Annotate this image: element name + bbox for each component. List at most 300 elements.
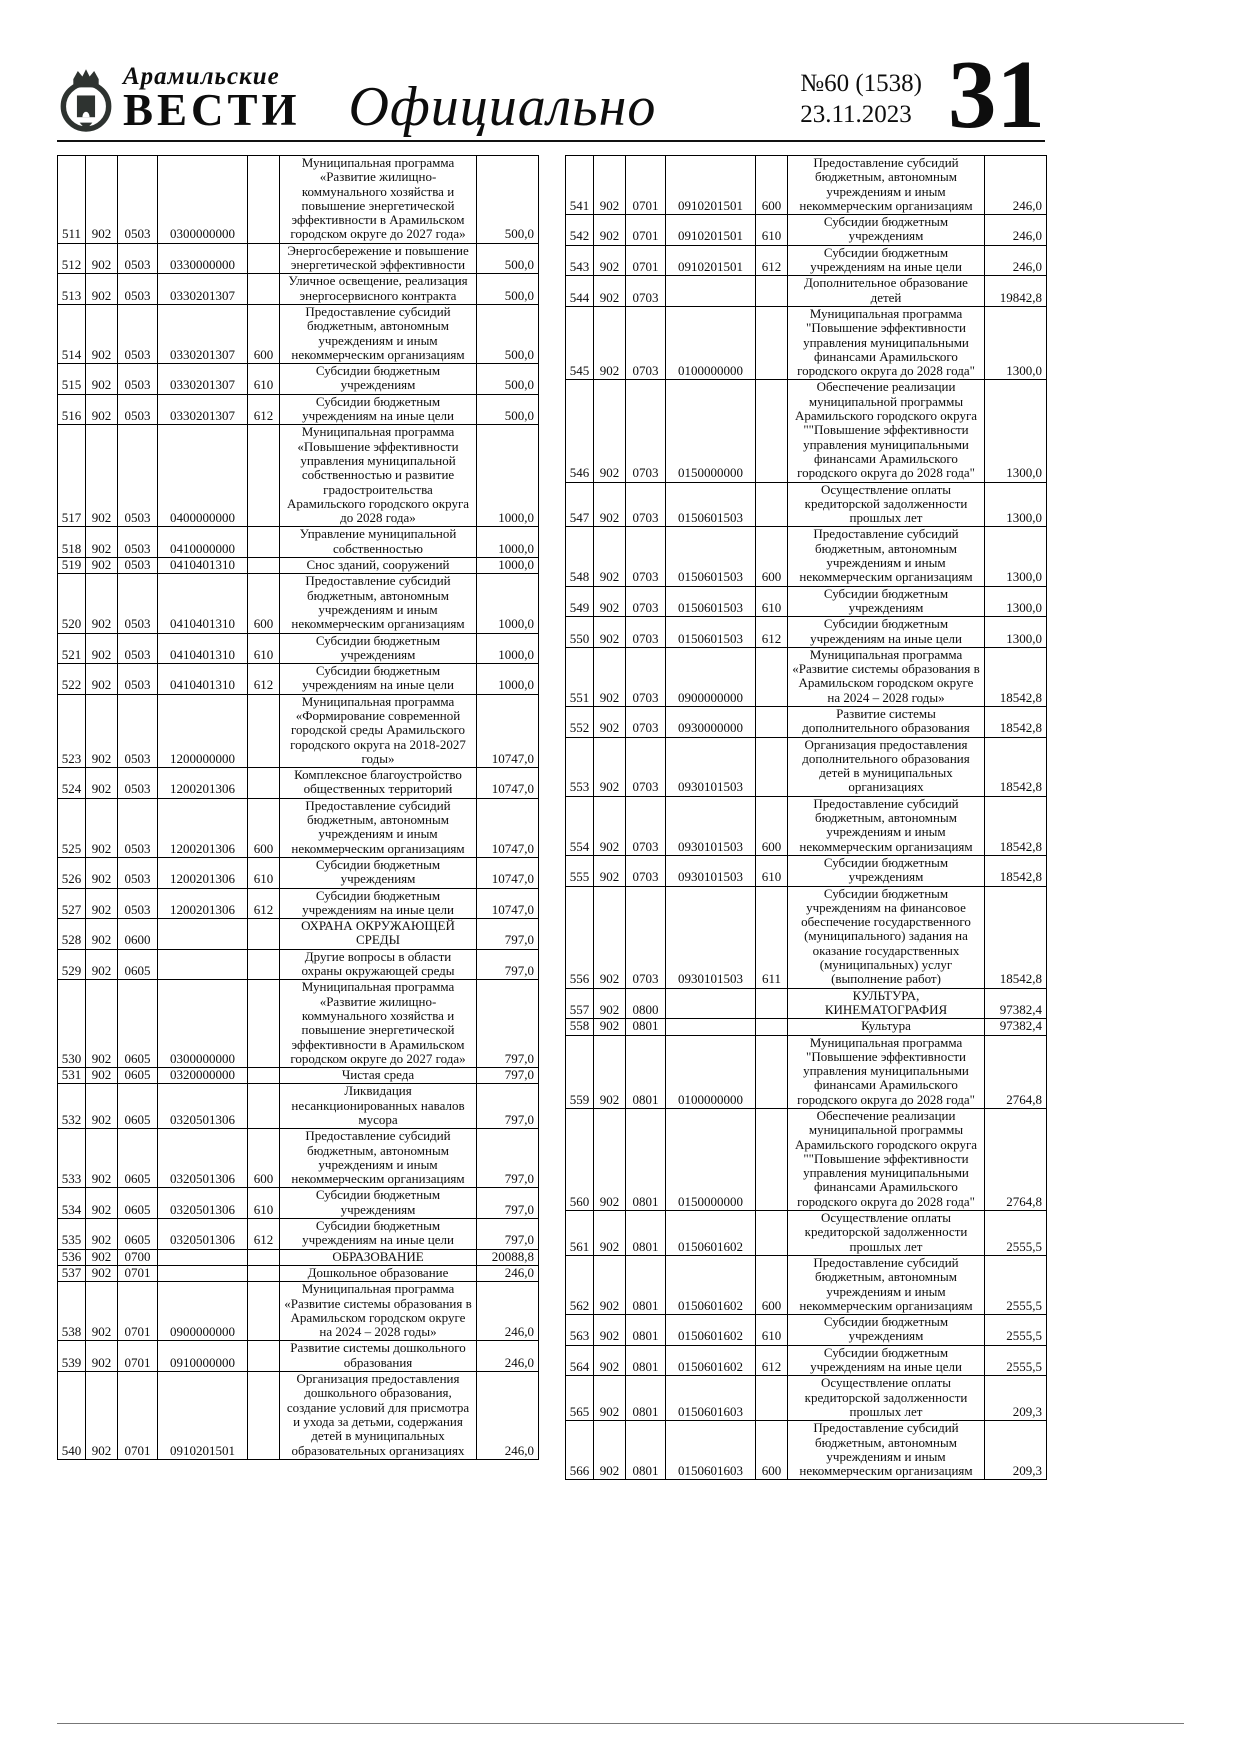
name-cell: Субсидии бюджетным учреждениям на иные цели — [280, 888, 477, 919]
amount-cell: 97382,4 — [985, 1019, 1047, 1035]
row-number-cell: 514 — [58, 304, 86, 363]
section-code-cell: 0801 — [626, 1255, 666, 1314]
row-number-cell: 522 — [58, 664, 86, 695]
section-code-cell: 0703 — [626, 886, 666, 988]
target-code-cell: 1200201306 — [158, 798, 248, 857]
row-number-cell: 533 — [58, 1129, 86, 1188]
page-header — [57, 0, 1045, 149]
table-row — [566, 276, 1047, 307]
adm-code-cell: 902 — [594, 1421, 626, 1480]
name-cell: Субсидии бюджетным учреждениям — [788, 855, 985, 886]
section-code-cell: 0703 — [626, 527, 666, 586]
table-row — [566, 1315, 1047, 1346]
row-number-cell: 512 — [58, 243, 86, 274]
expense-type-cell: 610 — [248, 857, 280, 888]
name-cell: Предоставление субсидий бюджетным, автономным учреждениям и иным некоммерческим организациям — [280, 304, 477, 363]
expense-type-cell: 600 — [756, 156, 788, 215]
table-row — [566, 245, 1047, 276]
section-code-cell: 0503 — [118, 364, 158, 395]
expense-type-cell: 610 — [248, 1188, 280, 1219]
adm-code-cell: 902 — [86, 574, 118, 633]
amount-cell: 246,0 — [985, 215, 1047, 246]
name-cell: Чистая среда — [280, 1068, 477, 1084]
adm-code-cell: 902 — [594, 586, 626, 617]
adm-code-cell: 902 — [594, 706, 626, 737]
target-code-cell: 1200201306 — [158, 888, 248, 919]
adm-code-cell: 902 — [594, 156, 626, 215]
section-code-cell: 0801 — [626, 1035, 666, 1108]
row-number-cell: 563 — [566, 1315, 594, 1346]
table-row — [58, 798, 539, 857]
expense-type-cell: 612 — [756, 245, 788, 276]
row-number-cell: 552 — [566, 706, 594, 737]
budget-tables — [57, 155, 1045, 1480]
amount-cell: 246,0 — [477, 1265, 539, 1281]
target-code-cell: 0410401310 — [158, 633, 248, 664]
adm-code-cell: 902 — [86, 633, 118, 664]
table-row — [58, 1219, 539, 1250]
amount-cell: 246,0 — [985, 156, 1047, 215]
name-cell: Субсидии бюджетным учреждениям — [280, 857, 477, 888]
amount-cell: 2555,5 — [985, 1211, 1047, 1256]
expense-type-cell: 610 — [756, 1315, 788, 1346]
row-number-cell: 553 — [566, 737, 594, 796]
target-code-cell: 0900000000 — [666, 647, 756, 706]
expense-type-cell — [756, 706, 788, 737]
name-cell: ОБРАЗОВАНИЕ — [280, 1249, 477, 1265]
section-code-cell: 0605 — [118, 980, 158, 1068]
adm-code-cell: 902 — [86, 558, 118, 574]
target-code-cell: 0910201501 — [158, 1372, 248, 1460]
row-number-cell: 518 — [58, 527, 86, 558]
name-cell: Дошкольное образование — [280, 1265, 477, 1281]
row-number-cell: 521 — [58, 633, 86, 664]
table-row — [566, 1211, 1047, 1256]
table-row — [566, 1109, 1047, 1211]
section-code-cell: 0503 — [118, 304, 158, 363]
row-number-cell: 529 — [58, 949, 86, 980]
row-number-cell: 555 — [566, 855, 594, 886]
adm-code-cell: 902 — [594, 1211, 626, 1256]
section-code-cell: 0503 — [118, 633, 158, 664]
amount-cell: 246,0 — [477, 1372, 539, 1460]
section-code-cell: 0503 — [118, 243, 158, 274]
table-row — [566, 796, 1047, 855]
adm-code-cell: 902 — [86, 888, 118, 919]
name-cell: Предоставление субсидий бюджетным, автономным учреждениям и иным некоммерческим организациям — [788, 156, 985, 215]
row-number-cell: 519 — [58, 558, 86, 574]
adm-code-cell: 902 — [594, 1035, 626, 1108]
emblem-icon — [57, 68, 115, 132]
section-code-cell: 0503 — [118, 394, 158, 425]
name-cell: Муниципальная программа "Повышение эффективности управления муниципальными финансами Арамильского городского округа до 2028 года" — [788, 1035, 985, 1108]
target-code-cell: 0910201501 — [666, 156, 756, 215]
adm-code-cell: 902 — [86, 243, 118, 274]
expense-type-cell — [248, 1249, 280, 1265]
row-number-cell: 520 — [58, 574, 86, 633]
expense-type-cell — [248, 1084, 280, 1129]
section-code-cell: 0703 — [626, 737, 666, 796]
row-number-cell: 532 — [58, 1084, 86, 1129]
name-cell: Предоставление субсидий бюджетным, автономным учреждениям и иным некоммерческим организациям — [280, 574, 477, 633]
amount-cell: 10747,0 — [477, 888, 539, 919]
target-code-cell: 1200201306 — [158, 857, 248, 888]
adm-code-cell: 902 — [594, 617, 626, 648]
expense-type-cell: 612 — [756, 1345, 788, 1376]
name-cell: Муниципальная программа «Развитие жилищно-коммунального хозяйства и повышение энергетической эффективности в Арамильском городском округе до 2027 года» — [280, 980, 477, 1068]
adm-code-cell: 902 — [594, 1345, 626, 1376]
section-code-cell: 0703 — [626, 706, 666, 737]
adm-code-cell: 902 — [86, 1084, 118, 1129]
adm-code-cell: 902 — [594, 245, 626, 276]
name-cell: Предоставление субсидий бюджетным, автономным учреждениям и иным некоммерческим организациям — [788, 1255, 985, 1314]
adm-code-cell: 902 — [594, 1376, 626, 1421]
section-code-cell: 0801 — [626, 1345, 666, 1376]
adm-code-cell: 902 — [86, 1068, 118, 1084]
section-code-cell: 0600 — [118, 919, 158, 950]
amount-cell: 1300,0 — [985, 617, 1047, 648]
name-cell: Субсидии бюджетным учреждениям на иные цели — [280, 1219, 477, 1250]
expense-type-cell — [248, 694, 280, 767]
newspaper-logo — [57, 63, 301, 136]
table-row — [58, 1265, 539, 1281]
row-number-cell: 562 — [566, 1255, 594, 1314]
table-row — [566, 1376, 1047, 1421]
amount-cell: 246,0 — [477, 1341, 539, 1372]
table-row — [58, 274, 539, 305]
adm-code-cell: 902 — [86, 425, 118, 527]
section-code-cell: 0701 — [626, 215, 666, 246]
row-number-cell: 513 — [58, 274, 86, 305]
name-cell: ОХРАНА ОКРУЖАЮЩЕЙ СРЕДЫ — [280, 919, 477, 950]
budget-table-right — [565, 155, 1047, 1480]
row-number-cell: 542 — [566, 215, 594, 246]
section-code-cell: 0703 — [626, 276, 666, 307]
section-code-cell: 0503 — [118, 857, 158, 888]
row-number-cell: 531 — [58, 1068, 86, 1084]
issue-number: №60 (1538) — [800, 69, 922, 97]
target-code-cell: 0910201501 — [666, 215, 756, 246]
amount-cell: 500,0 — [477, 274, 539, 305]
table-row — [58, 1341, 539, 1372]
section-code-cell: 0605 — [118, 1084, 158, 1129]
row-number-cell: 515 — [58, 364, 86, 395]
expense-type-cell: 610 — [756, 855, 788, 886]
adm-code-cell: 902 — [86, 1265, 118, 1281]
target-code-cell: 0100000000 — [666, 1035, 756, 1108]
expense-type-cell — [248, 949, 280, 980]
row-number-cell: 530 — [58, 980, 86, 1068]
adm-code-cell: 902 — [86, 394, 118, 425]
name-cell: Обеспечение реализации муниципальной программы Арамильского городского округа ""Повышение эффективности управления муниципальными финансами Арамильского городского округа до 2028 года" — [788, 380, 985, 482]
adm-code-cell: 902 — [86, 1188, 118, 1219]
amount-cell: 10747,0 — [477, 798, 539, 857]
adm-code-cell: 902 — [86, 798, 118, 857]
section-code-cell: 0801 — [626, 1211, 666, 1256]
name-cell: Предоставление субсидий бюджетным, автономным учреждениям и иным некоммерческим организациям — [788, 527, 985, 586]
adm-code-cell: 902 — [594, 215, 626, 246]
adm-code-cell: 902 — [86, 949, 118, 980]
target-code-cell: 0930101503 — [666, 855, 756, 886]
adm-code-cell: 902 — [594, 737, 626, 796]
adm-code-cell: 902 — [86, 694, 118, 767]
target-code-cell: 0400000000 — [158, 425, 248, 527]
row-number-cell: 526 — [58, 857, 86, 888]
section-code-cell: 0605 — [118, 1219, 158, 1250]
row-number-cell: 516 — [58, 394, 86, 425]
target-code-cell: 0910201501 — [666, 245, 756, 276]
target-code-cell: 0150601602 — [666, 1315, 756, 1346]
target-code-cell: 0150601503 — [666, 527, 756, 586]
table-row — [566, 306, 1047, 379]
adm-code-cell: 902 — [594, 1315, 626, 1346]
amount-cell: 209,3 — [985, 1376, 1047, 1421]
name-cell: Муниципальная программа «Формирование современной городской среды Арамильского городского округа на 2018-2027 годы» — [280, 694, 477, 767]
table-row — [58, 949, 539, 980]
table-row — [58, 364, 539, 395]
amount-cell: 500,0 — [477, 304, 539, 363]
row-number-cell: 550 — [566, 617, 594, 648]
expense-type-cell: 600 — [756, 1421, 788, 1480]
section-code-cell: 0503 — [118, 798, 158, 857]
amount-cell: 500,0 — [477, 364, 539, 395]
target-code-cell: 0320501306 — [158, 1129, 248, 1188]
expense-type-cell — [756, 276, 788, 307]
amount-cell: 10747,0 — [477, 857, 539, 888]
budget-table-left — [57, 155, 539, 1460]
name-cell: Осуществление оплаты кредиторской задолженности прошлых лет — [788, 1376, 985, 1421]
name-cell: Муниципальная программа "Повышение эффективности управления муниципальными финансами Арамильского городского округа до 2028 года" — [788, 306, 985, 379]
target-code-cell — [158, 1249, 248, 1265]
row-number-cell: 543 — [566, 245, 594, 276]
name-cell: Муниципальная программа «Развитие жилищно-коммунального хозяйства и повышение энергетической эффективности в Арамильском городском округе до 2027 года» — [280, 156, 477, 244]
expense-type-cell — [248, 1265, 280, 1281]
amount-cell: 1300,0 — [985, 482, 1047, 527]
name-cell: Культура — [788, 1019, 985, 1035]
section-code-cell: 0605 — [118, 1129, 158, 1188]
section-code-cell: 0700 — [118, 1249, 158, 1265]
amount-cell: 246,0 — [477, 1282, 539, 1341]
adm-code-cell: 902 — [86, 664, 118, 695]
name-cell: Субсидии бюджетным учреждениям на финансовое обеспечение государственного (муниципального) задания на оказание государственных (муниципальных) услуг (выполнение работ) — [788, 886, 985, 988]
row-number-cell: 540 — [58, 1372, 86, 1460]
table-row — [566, 737, 1047, 796]
section-code-cell: 0701 — [118, 1341, 158, 1372]
amount-cell: 797,0 — [477, 919, 539, 950]
table-row — [58, 633, 539, 664]
amount-cell: 246,0 — [985, 245, 1047, 276]
expense-type-cell — [248, 425, 280, 527]
row-number-cell: 558 — [566, 1019, 594, 1035]
brand-top-label: Арамильские — [123, 63, 280, 91]
section-code-cell: 0800 — [626, 988, 666, 1019]
table-row — [566, 886, 1047, 988]
adm-code-cell: 902 — [594, 527, 626, 586]
adm-code-cell: 902 — [86, 364, 118, 395]
name-cell: Обеспечение реализации муниципальной программы Арамильского городского округа ""Повышение эффективности управления муниципальными финансами Арамильского городского округа до 2028 года" — [788, 1109, 985, 1211]
target-code-cell: 0320501306 — [158, 1219, 248, 1250]
row-number-cell: 549 — [566, 586, 594, 617]
target-code-cell: 1200000000 — [158, 694, 248, 767]
adm-code-cell: 902 — [86, 1282, 118, 1341]
row-number-cell: 539 — [58, 1341, 86, 1372]
adm-code-cell: 902 — [86, 156, 118, 244]
table-row — [58, 574, 539, 633]
target-code-cell: 0150000000 — [666, 1109, 756, 1211]
name-cell: Дополнительное образование детей — [788, 276, 985, 307]
target-code-cell: 0330201307 — [158, 394, 248, 425]
adm-code-cell: 902 — [86, 1249, 118, 1265]
adm-code-cell: 902 — [594, 1255, 626, 1314]
amount-cell: 500,0 — [477, 156, 539, 244]
adm-code-cell: 902 — [86, 527, 118, 558]
adm-code-cell: 902 — [594, 276, 626, 307]
section-code-cell: 0703 — [626, 855, 666, 886]
target-code-cell: 0910000000 — [158, 1341, 248, 1372]
table-row — [58, 980, 539, 1068]
amount-cell: 1000,0 — [477, 558, 539, 574]
amount-cell: 20088,8 — [477, 1249, 539, 1265]
table-row — [566, 215, 1047, 246]
target-code-cell — [666, 1019, 756, 1035]
expense-type-cell: 612 — [248, 1219, 280, 1250]
target-code-cell: 0330201307 — [158, 274, 248, 305]
row-number-cell: 557 — [566, 988, 594, 1019]
target-code-cell: 0150601503 — [666, 482, 756, 527]
target-code-cell: 0300000000 — [158, 156, 248, 244]
amount-cell: 2764,8 — [985, 1109, 1047, 1211]
row-number-cell: 559 — [566, 1035, 594, 1108]
section-code-cell: 0801 — [626, 1109, 666, 1211]
expense-type-cell — [248, 1341, 280, 1372]
row-number-cell: 536 — [58, 1249, 86, 1265]
amount-cell: 10747,0 — [477, 768, 539, 799]
expense-type-cell — [248, 1372, 280, 1460]
expense-type-cell — [248, 558, 280, 574]
target-code-cell: 0320501306 — [158, 1188, 248, 1219]
adm-code-cell: 902 — [86, 1372, 118, 1460]
page-number: 31 — [948, 41, 1045, 149]
expense-type-cell — [756, 737, 788, 796]
target-code-cell: 0330201307 — [158, 304, 248, 363]
adm-code-cell: 902 — [86, 1219, 118, 1250]
row-number-cell: 554 — [566, 796, 594, 855]
adm-code-cell: 902 — [86, 980, 118, 1068]
expense-type-cell: 610 — [756, 215, 788, 246]
section-code-cell: 0703 — [626, 617, 666, 648]
section-code-cell: 0703 — [626, 586, 666, 617]
target-code-cell: 1200201306 — [158, 768, 248, 799]
name-cell: Энергосбережение и повышение энергетической эффективности — [280, 243, 477, 274]
target-code-cell — [158, 1265, 248, 1281]
section-code-cell: 0503 — [118, 888, 158, 919]
expense-type-cell: 610 — [248, 633, 280, 664]
section-title: Официально — [348, 75, 657, 138]
row-number-cell: 527 — [58, 888, 86, 919]
section-code-cell: 0701 — [118, 1282, 158, 1341]
section-code-cell: 0503 — [118, 558, 158, 574]
expense-type-cell: 612 — [248, 888, 280, 919]
expense-type-cell: 600 — [248, 574, 280, 633]
name-cell: Субсидии бюджетным учреждениям — [280, 633, 477, 664]
section-code-cell: 0503 — [118, 527, 158, 558]
table-row — [566, 380, 1047, 482]
expense-type-cell: 600 — [248, 304, 280, 363]
row-number-cell: 535 — [58, 1219, 86, 1250]
name-cell: Снос зданий, сооружений — [280, 558, 477, 574]
expense-type-cell — [248, 980, 280, 1068]
expense-type-cell: 612 — [248, 664, 280, 695]
name-cell: Субсидии бюджетным учреждениям на иные цели — [788, 1345, 985, 1376]
target-code-cell: 0410000000 — [158, 527, 248, 558]
adm-code-cell: 902 — [86, 1341, 118, 1372]
expense-type-cell — [248, 1282, 280, 1341]
amount-cell: 18542,8 — [985, 706, 1047, 737]
table-row — [566, 1019, 1047, 1035]
name-cell: Ликвидация несанкционированных навалов мусора — [280, 1084, 477, 1129]
issue-block — [800, 68, 922, 133]
target-code-cell — [666, 988, 756, 1019]
amount-cell: 500,0 — [477, 394, 539, 425]
adm-code-cell: 902 — [594, 988, 626, 1019]
row-number-cell: 560 — [566, 1109, 594, 1211]
row-number-cell: 545 — [566, 306, 594, 379]
name-cell: Организация предоставления дошкольного образования, создание условий для присмотра и ухода за детьми, содержания детей в муниципальных образовательных организациях — [280, 1372, 477, 1460]
adm-code-cell: 902 — [594, 306, 626, 379]
brand-text — [123, 63, 301, 136]
adm-code-cell: 902 — [594, 647, 626, 706]
amount-cell: 18542,8 — [985, 647, 1047, 706]
footer-divider — [57, 1723, 1184, 1724]
expense-type-cell — [248, 243, 280, 274]
target-code-cell: 0150601602 — [666, 1345, 756, 1376]
name-cell: Субсидии бюджетным учреждениям на иные цели — [788, 245, 985, 276]
table-row — [58, 664, 539, 695]
row-number-cell: 561 — [566, 1211, 594, 1256]
target-code-cell: 0320501306 — [158, 1084, 248, 1129]
brand-bottom-label: ВЕСТИ — [123, 85, 301, 136]
name-cell: Субсидии бюджетным учреждениям — [788, 215, 985, 246]
amount-cell: 2555,5 — [985, 1315, 1047, 1346]
section-code-cell: 0703 — [626, 380, 666, 482]
name-cell: Организация предоставления дополнительного образования детей в муниципальных организациях — [788, 737, 985, 796]
table-row — [58, 1249, 539, 1265]
amount-cell: 2555,5 — [985, 1255, 1047, 1314]
target-code-cell: 0150601603 — [666, 1421, 756, 1480]
expense-type-cell — [248, 768, 280, 799]
adm-code-cell: 902 — [86, 1129, 118, 1188]
expense-type-cell — [248, 919, 280, 950]
expense-type-cell: 600 — [756, 796, 788, 855]
expense-type-cell — [248, 527, 280, 558]
target-code-cell — [158, 949, 248, 980]
row-number-cell: 517 — [58, 425, 86, 527]
target-code-cell: 0930000000 — [666, 706, 756, 737]
amount-cell: 1300,0 — [985, 527, 1047, 586]
name-cell: Муниципальная программа «Повышение эффективности управления муниципальной собственностью и развитие градостроительства Арамильского городского округа до 2028 года» — [280, 425, 477, 527]
table-row — [58, 394, 539, 425]
section-code-cell: 0503 — [118, 664, 158, 695]
amount-cell: 797,0 — [477, 1084, 539, 1129]
amount-cell: 797,0 — [477, 949, 539, 980]
target-code-cell: 0150601602 — [666, 1211, 756, 1256]
section-code-cell: 0801 — [626, 1421, 666, 1480]
name-cell: Муниципальная программа «Развитие системы образования в Арамильском городском округе на 2024 – 2028 годы» — [788, 647, 985, 706]
section-code-cell: 0503 — [118, 768, 158, 799]
table-row — [566, 1345, 1047, 1376]
row-number-cell: 564 — [566, 1345, 594, 1376]
row-number-cell: 537 — [58, 1265, 86, 1281]
